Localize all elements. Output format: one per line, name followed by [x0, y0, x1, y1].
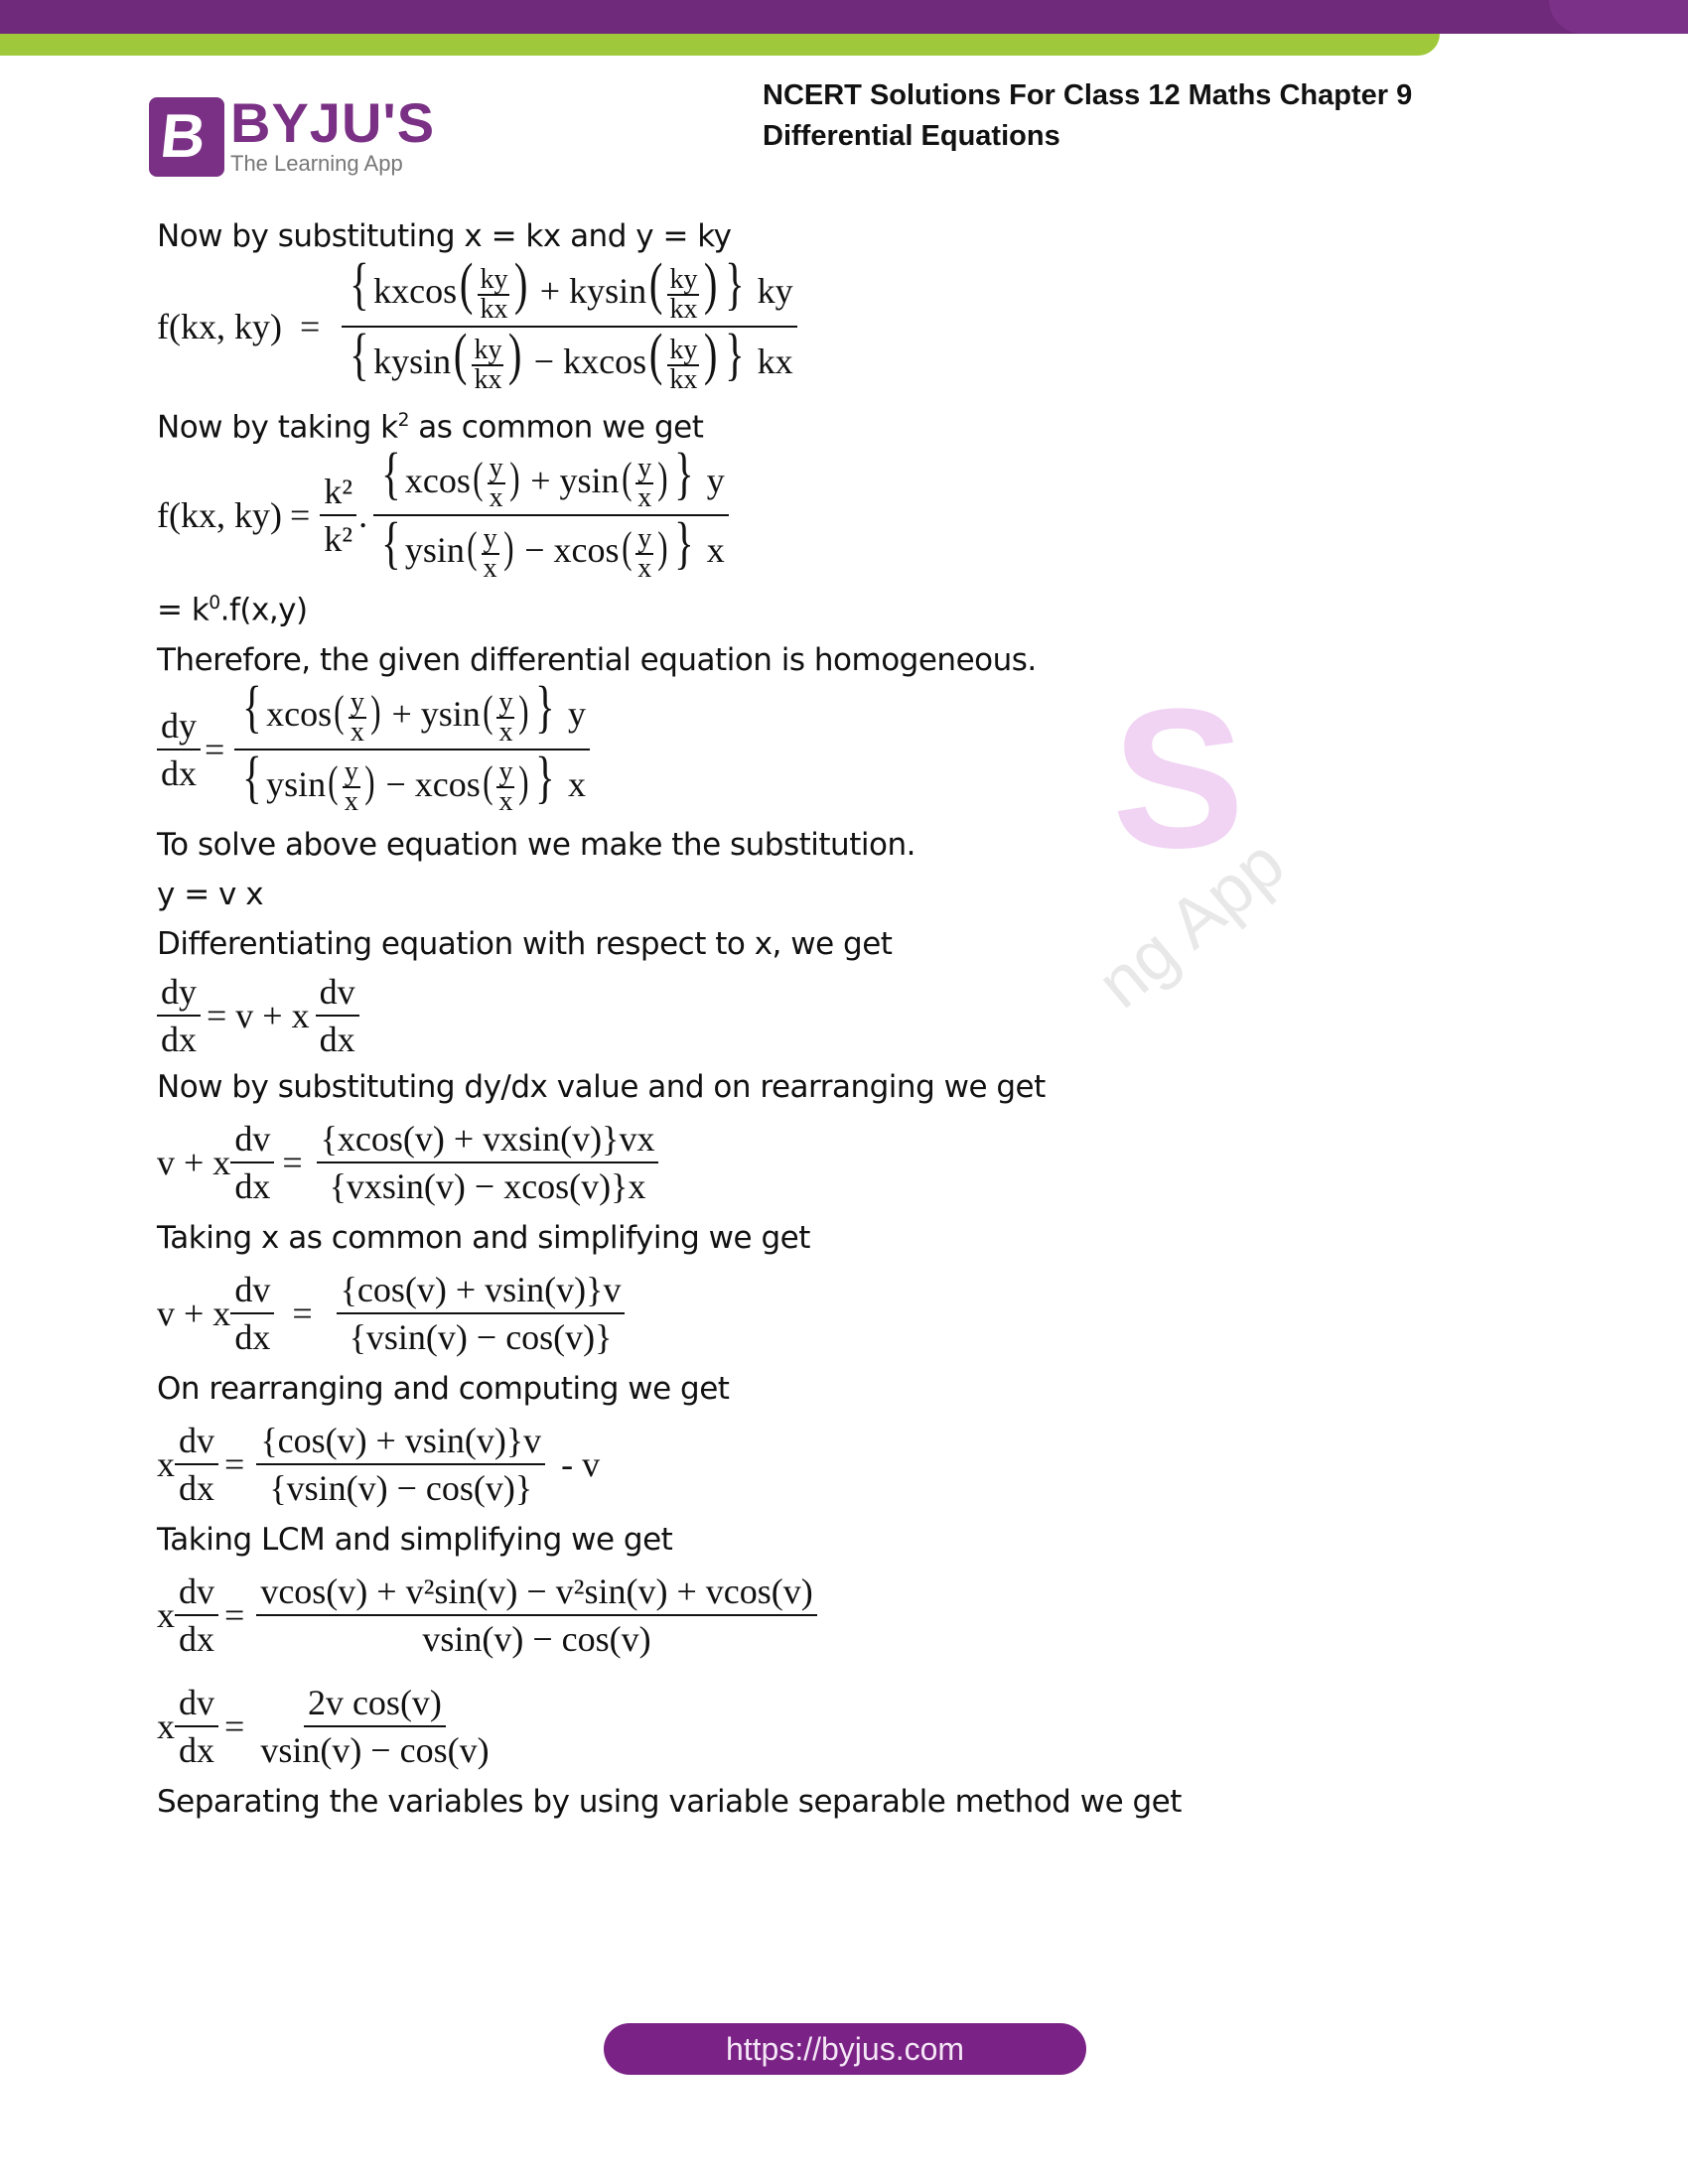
logo-name: BYJU'S — [230, 91, 436, 154]
document-title — [763, 75, 1412, 157]
solution-content — [157, 216, 1448, 1822]
eq-fraction: { kxcos( $\frac{ky}{kx}$ ) + kysin( $\frac{ky}{kx}$ ) } ky { kysin( $\frac{ky}{kx}$ ) − kxcos( $\frac{ky}{kx}$ ) } kx — [342, 259, 796, 393]
step-text: Separating the variables by using variable separable method we get — [157, 1783, 1182, 1820]
step-text: To solve above equation we make the substitution. — [157, 826, 915, 863]
step-text: y = v x — [157, 876, 264, 912]
equation-k-squared: f(kx, ky) = $\frac{\text{k²}}{\text{k²}}$ . { xcos( $\frac{y}{x}$ ) + ysin( $\frac{y}{x}$ ) } y { ysin( $\frac{y}{x}$ ) − xcos( $\frac{y}{x}$ ) } x — [157, 447, 1448, 584]
step-text: Differentiating equation with respect to x, we get — [157, 925, 893, 962]
equation-computed: x $\frac{dv}{dx}$ = $\frac{\{\cos(v) + vsin(v)\}v}{\{vsin(v) - \cos(v)\}}$ - v — [157, 1420, 601, 1508]
equation-dy-dx: $\frac{dy}{dx}$ = { xcos( $\frac{y}{x}$ ) + ysin( $\frac{y}{x}$ ) } y { ysin( $\frac{y}{x}$ ) − xcos( $\frac{y}{x}$ ) } x — [157, 680, 1448, 819]
header-swoosh — [1549, 0, 1688, 34]
logo-tagline: The Learning App — [230, 151, 403, 176]
step-text: Therefore, the given differential equation is homogeneous. — [157, 641, 1037, 678]
watermark-glyph: S — [1112, 668, 1245, 889]
byjus-logo — [149, 91, 436, 177]
step-text: Now by taking $k^2$ as common we get — [157, 409, 704, 446]
equation-lcm: x $\frac{dv}{dx}$ = $\frac{\text{vcos(v) + v²sin(v) − v²sin(v) + vcos(v)}}{vsin(v) - \cos(v)}$ — [157, 1560, 1448, 1671]
header-green-band — [0, 34, 1440, 56]
logo-b-icon: B — [149, 97, 224, 177]
step-text: Now by substituting dy/dx value and on rearranging we get — [157, 1068, 1046, 1105]
step-text: = $k^0.f(x,y)$ — [157, 592, 308, 628]
website-link[interactable]: https://byjus.com — [604, 2023, 1086, 2075]
equation-rearranged: v + x $\frac{dv}{dx}$ = $\frac{\{xcos(v) + vxsin(v)\}vx}{\{vxsin(v) - xcos(v)\}x}$ — [157, 1107, 1448, 1218]
header-purple-band — [0, 0, 1688, 34]
watermark-text: ng App — [1082, 824, 1299, 1023]
step-text: On rearranging and computing we get — [157, 1370, 730, 1407]
title-line-2: Differential Equations — [763, 120, 1060, 152]
equation-dy-dx-substitution: $\frac{dy}{dx}$ = v + x $\frac{dv}{dx}$ — [157, 964, 1448, 1067]
step-text: Taking LCM and simplifying we get — [157, 1521, 673, 1558]
equation-f-kx-ky: f(kx, ky) = { kxcos( $\frac{ky}{kx}$ ) + kysin( $\frac{ky}{kx}$ ) } ky { kysin( $\frac{ky}{kx}$ ) − kxcos( $\frac{ky}{kx}$ ) } kx — [157, 252, 1448, 401]
equation-simplified: x $\frac{dv}{dx}$ = $\frac{\text{2v cos(v)}}{vsin(v) - \cos(v)}$ — [157, 1682, 490, 1770]
step-text: Now by substituting x = kx and y = ky — [157, 218, 732, 254]
eq-lhs: f(kx, ky) — [157, 307, 282, 346]
step-text: Taking x as common and simplifying we get — [157, 1219, 810, 1256]
title-line-1: NCERT Solutions For Class 12 Maths Chapter 9 — [763, 79, 1413, 111]
equation-x-common: v + x $\frac{dv}{dx}$ = $\frac{\{\cos(v) + vsin(v)\}v}{\{vsin(v) - \cos(v)\}}$ — [157, 1258, 1448, 1369]
